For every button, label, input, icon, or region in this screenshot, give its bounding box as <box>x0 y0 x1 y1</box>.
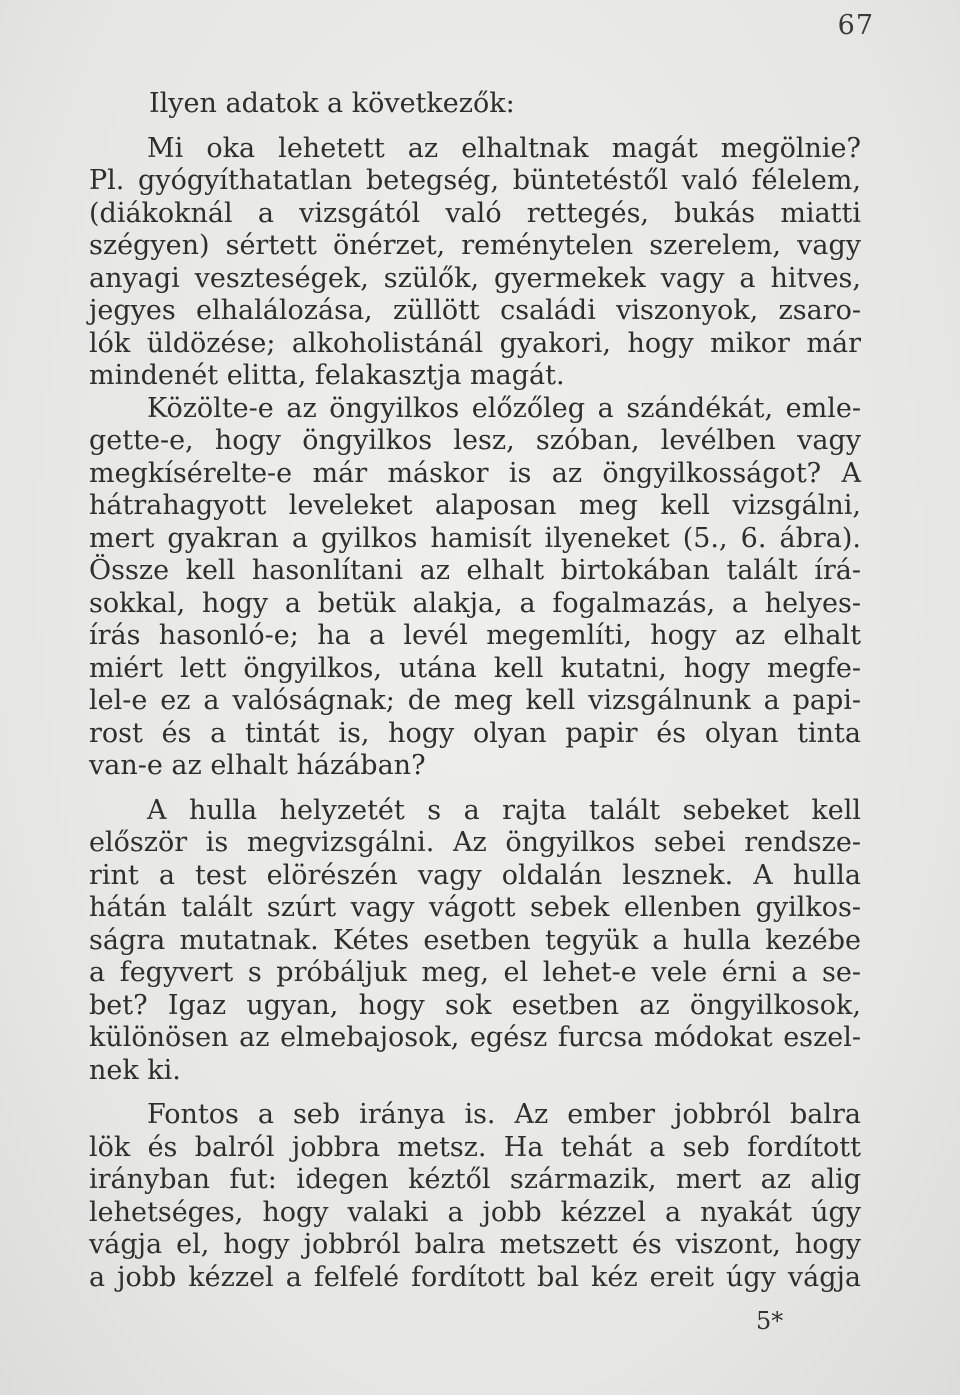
signature-mark: 5* <box>756 1307 784 1335</box>
text-line: írás hasonló-e; ha a levél megemlíti, hogy az elhalt <box>89 620 861 651</box>
paragraph-2 <box>89 393 861 783</box>
text-line: vágja el, hogy jobbról balra metszett és viszont, hogy <box>89 1229 861 1260</box>
text-line: szégyen) sértett önérzet, reménytelen szerelem, vagy <box>89 230 861 261</box>
page-number: 67 <box>837 10 874 41</box>
text-line: lel-e ez a valóságnak; de meg kell vizsgálnunk a papi- <box>89 685 861 716</box>
text-line: sokkal, hogy a betük alakja, a fogalmazás, a helyes- <box>89 587 861 619</box>
text-line: rint a test elörészén vagy oldalán lesznek. A hulla <box>89 859 861 891</box>
paragraph-3 <box>89 795 861 1088</box>
text-line: nek ki. <box>89 1054 181 1086</box>
text-line: Közölte-e az öngyilkos előzőleg a szándékát, emle- <box>147 392 861 424</box>
paragraph-1 <box>89 133 861 393</box>
text-line: megkísérelte-e már máskor is az öngyilkosságot? A <box>89 457 861 489</box>
text-line: jegyes elhalálozása, züllött családi viszonyok, zsaro- <box>89 295 861 326</box>
text-line: van-e az elhalt házában? <box>89 750 426 781</box>
paragraph-4 <box>89 1099 861 1294</box>
text-line: irányban fut: idegen kéztől származik, mert az alig <box>89 1164 861 1195</box>
text-line: először is megvizsgálni. Az öngyilkos sebei rendsze- <box>89 827 861 858</box>
text-line: rost és a tintát is, hogy olyan papir és olyan tinta <box>89 717 861 749</box>
text-line: lók üldözése; alkoholistánál gyakori, hogy mikor már <box>89 327 861 359</box>
text-line: különösen az elmebajosok, egész furcsa módokat eszel- <box>89 1022 861 1053</box>
text-line: a fegyvert s próbáljuk meg, el lehet-e vele érni a se- <box>89 957 861 988</box>
text-line: (diákoknál a vizsgától való rettegés, bukás miatti <box>89 197 861 229</box>
text-line: Fontos a seb iránya is. Az ember jobbról balra <box>147 1099 861 1130</box>
text-line: Mi oka lehetett az elhaltnak magát megölnie? <box>147 132 861 164</box>
text-line: bet? Igaz ugyan, hogy sok esetben az öngyilkosok, <box>89 989 861 1021</box>
text-line: Össze kell hasonlítani az elhalt birtokában talált írá- <box>89 555 861 586</box>
body-text <box>89 88 861 1294</box>
text-line: gette-e, hogy öngyilkos lesz, szóban, levélben vagy <box>89 425 861 456</box>
text-line: Pl. gyógyíthatatlan betegség, büntetéstől való félelem, <box>89 165 861 196</box>
text-line: lehetséges, hogy valaki a jobb kézzel a nyakát úgy <box>89 1196 861 1228</box>
text-line: A hulla helyzetét s a rajta talált sebeket kell <box>147 794 861 826</box>
text-line: hátán talált szúrt vagy vágott sebek ellenben gyilkos- <box>89 892 861 923</box>
text-line: ságra mutatnak. Kétes esetben tegyük a hulla kezébe <box>89 924 861 956</box>
text-line: a jobb kézzel a felfelé fordított bal kéz ereit úgy vágja <box>89 1261 861 1293</box>
text-line: anyagi veszteségek, szülők, gyermekek vagy a hitves, <box>89 262 861 294</box>
text-line: mert gyakran a gyilkos hamisít ilyeneket (5., 6. ábra). <box>89 522 861 554</box>
text-line: lök és balról jobbra metsz. Ha tehát a seb fordított <box>89 1131 861 1163</box>
text-line: miért lett öngyilkos, utána kell kutatni, hogy megfe- <box>89 652 861 684</box>
section-heading: Ilyen adatok a következők: <box>149 88 515 119</box>
text-line: hátrahagyott leveleket alaposan meg kell vizsgálni, <box>89 490 861 521</box>
text-line: mindenét elitta, felakasztja magát. <box>89 360 565 391</box>
